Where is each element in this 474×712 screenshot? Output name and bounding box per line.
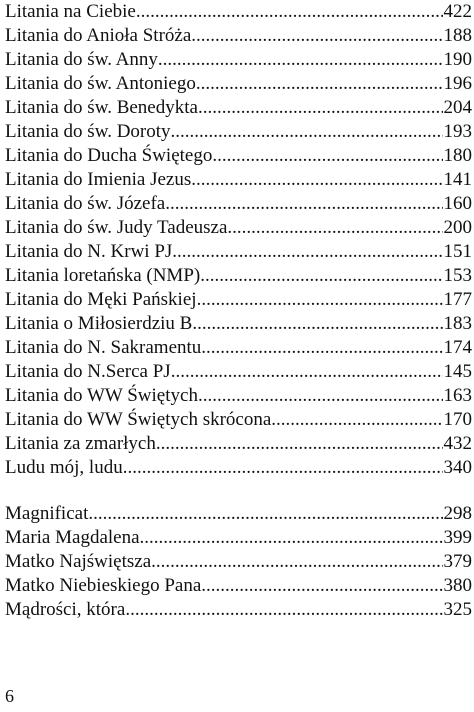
toc-group-m	[5, 502, 472, 622]
dot-leader	[271, 408, 442, 432]
toc-entry-title: Matko Najświętsza	[5, 551, 152, 572]
toc-entry-page: 141	[443, 169, 472, 190]
dot-leader	[172, 240, 442, 264]
toc-entry-title: Matko Niebieskiego Pana	[5, 575, 202, 596]
dot-leader	[197, 312, 442, 336]
toc-entry-title: Litania do św. Judy Tadeusza	[5, 217, 228, 238]
toc-entry-page: 145	[443, 361, 472, 382]
toc-entry-title: Litania do Męki Pańskiej	[5, 289, 197, 310]
toc-entry-page: 340	[443, 457, 472, 478]
toc-entry	[5, 72, 472, 96]
toc-entry	[5, 264, 472, 288]
toc-entry-page: 180	[443, 145, 472, 166]
toc-entry-page: 177	[443, 289, 472, 310]
toc-entry-page: 380	[443, 575, 472, 596]
section-gap	[5, 480, 472, 502]
toc-entry-page: 204	[443, 97, 472, 118]
dot-leader	[198, 384, 443, 408]
toc-entry-page: 325	[443, 599, 472, 620]
toc-entry	[5, 48, 472, 72]
toc-entry	[5, 168, 472, 192]
toc-entry-page: 153	[443, 265, 472, 286]
toc-entry	[5, 192, 472, 216]
toc-entry-title: Litania do św. Józefa	[5, 193, 166, 214]
toc-entry-title: Litania do WW Świętych skrócona	[5, 409, 272, 430]
toc-entry-title: Litania do św. Anny	[5, 49, 158, 70]
dot-leader	[212, 144, 442, 168]
table-of-contents	[5, 0, 472, 622]
toc-entry	[5, 96, 472, 120]
toc-group-litanies	[5, 0, 472, 480]
toc-entry	[5, 432, 472, 456]
toc-entry-title: Litania do Imienia Jezus	[5, 169, 192, 190]
toc-entry-title: Maria Magdalena	[5, 527, 140, 548]
toc-entry	[5, 502, 472, 526]
toc-entry-title: Litania do św. Doroty	[5, 121, 171, 142]
toc-entry	[5, 550, 472, 574]
toc-entry-title: Litania do WW Świętych	[5, 385, 198, 406]
toc-entry-page: 200	[443, 217, 472, 238]
toc-entry	[5, 144, 472, 168]
toc-entry	[5, 0, 472, 24]
toc-entry	[5, 240, 472, 264]
toc-entry-page: 160	[443, 193, 472, 214]
toc-entry-page: 174	[443, 337, 472, 358]
toc-entry-page: 422	[443, 1, 472, 22]
dot-leader	[197, 288, 443, 312]
toc-entry	[5, 120, 472, 144]
toc-entry-title: Litania do św. Antoniego	[5, 73, 196, 94]
toc-entry	[5, 360, 472, 384]
toc-entry-title: Litania o Miłosierdziu B.	[5, 313, 198, 334]
toc-entry	[5, 288, 472, 312]
toc-entry-title: Litania do Ducha Świętego	[5, 145, 213, 166]
toc-entry	[5, 574, 472, 598]
dot-leader	[171, 120, 443, 144]
toc-entry	[5, 24, 472, 48]
dot-leader	[191, 24, 442, 48]
toc-entry	[5, 384, 472, 408]
dot-leader	[198, 96, 443, 120]
dot-leader	[151, 550, 442, 574]
toc-entry-page: 399	[443, 527, 472, 548]
toc-entry-title: Litania do św. Benedykta	[5, 97, 198, 118]
dot-leader	[136, 0, 443, 24]
toc-entry	[5, 456, 472, 480]
toc-entry-title: Litania za zmarłych	[5, 433, 156, 454]
toc-entry-title: Litania do N.Serca PJ	[5, 361, 171, 382]
toc-entry-page: 379	[443, 551, 472, 572]
dot-leader	[156, 432, 443, 456]
dot-leader	[171, 360, 443, 384]
toc-entry-title: Litania do N. Krwi PJ	[5, 241, 173, 262]
toc-entry-title: Ludu mój, ludu	[5, 457, 123, 478]
dot-leader	[165, 192, 442, 216]
toc-entry-page: 151	[443, 241, 472, 262]
dot-leader	[227, 216, 442, 240]
toc-entry-title: Litania loretańska (NMP)	[5, 265, 201, 286]
toc-entry-title: Litania do N. Sakramentu	[5, 337, 202, 358]
toc-entry	[5, 336, 472, 360]
toc-entry	[5, 312, 472, 336]
toc-entry-page: 183	[443, 313, 472, 334]
toc-entry-page: 190	[443, 49, 472, 70]
dot-leader	[140, 526, 443, 550]
dot-leader	[200, 264, 442, 288]
dot-leader	[196, 72, 443, 96]
dot-leader	[125, 598, 442, 622]
toc-entry	[5, 408, 472, 432]
toc-entry	[5, 526, 472, 550]
dot-leader	[201, 574, 442, 598]
toc-entry-title: Mądrości, która	[5, 599, 126, 620]
toc-entry-page: 188	[443, 25, 472, 46]
toc-entry-page: 163	[443, 385, 472, 406]
dot-leader	[201, 336, 442, 360]
toc-entry	[5, 598, 472, 622]
toc-entry-title: Magnificat	[5, 503, 89, 524]
dot-leader	[191, 168, 442, 192]
page-number: 6	[5, 686, 14, 706]
toc-entry-page: 193	[443, 121, 472, 142]
toc-entry-page: 432	[443, 433, 472, 454]
dot-leader	[158, 48, 443, 72]
toc-entry-title: Litania do Anioła Stróża	[5, 25, 192, 46]
toc-entry-page: 196	[443, 73, 472, 94]
toc-entry	[5, 216, 472, 240]
dot-leader	[88, 502, 442, 526]
dot-leader	[123, 456, 443, 480]
toc-entry-title: Litania na Ciebie	[5, 1, 136, 22]
toc-entry-page: 298	[443, 503, 472, 524]
toc-entry-page: 170	[443, 409, 472, 430]
